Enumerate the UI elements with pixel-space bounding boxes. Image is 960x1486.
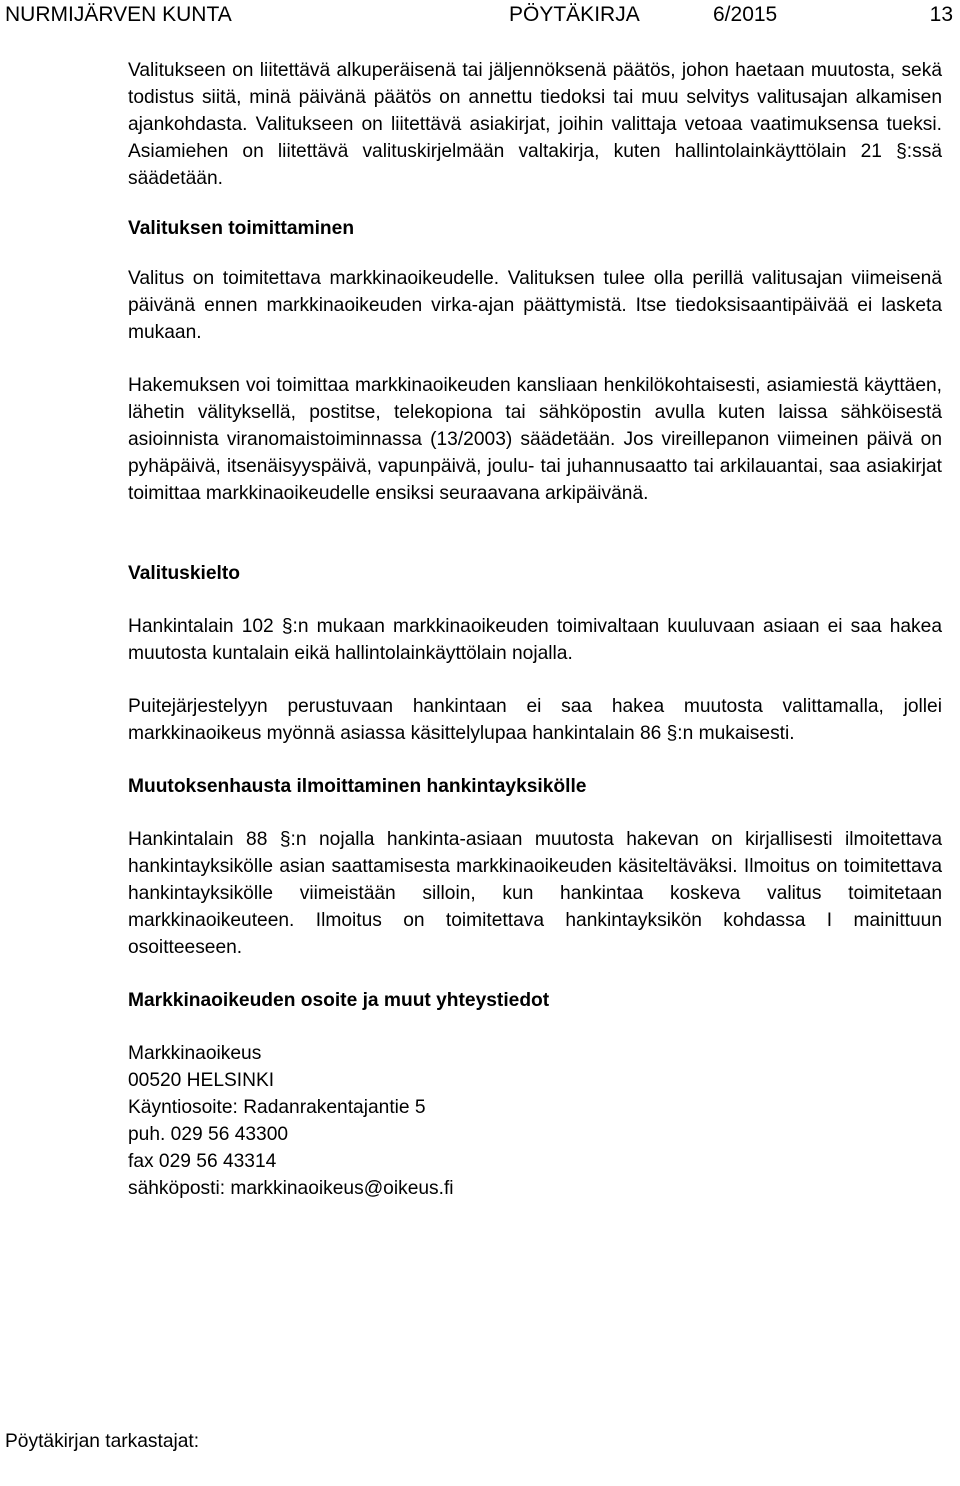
address-phone: puh. 029 56 43300 — [128, 1124, 289, 1145]
paragraph-appeal-ban: Hankintalain 102 §:n mukaan markkinaoikeuden toimivaltaan kuuluvaan asiaan ei saa hakea muutosta kuntalain eikä hallintolainkäyttölain nojalla. — [128, 616, 942, 664]
address-email: sähköposti: markkinaoikeus@oikeus.fi — [128, 1178, 454, 1199]
page-header — [5, 2, 953, 28]
page-number: 13 — [929, 3, 953, 26]
paragraph-attachments: Valitukseen on liitettävä alkuperäisenä tai jäljennöksenä päätös, johon haetaan muutosta, sekä todistus siitä, minä päivänä päätös on annettu tiedoksi tai muu selvitys valitusajan alkamisen ajankohdasta. Valitukseen on liitettävä asiakirjat, joihin valittaja vetoaa vaatimuksensa tueksi. Asiamiehen on liitettävä valituskirjelmään valtakirja, kuten hallintolainkäyttölain 21 §:ssä säädetään. — [128, 60, 942, 189]
contact-address — [128, 1040, 942, 1202]
document-number: 6/2015 — [713, 3, 778, 26]
heading-valituksen-toimittaminen: Valituksen toimittaminen — [128, 218, 355, 239]
address-fax: fax 029 56 43314 — [128, 1151, 277, 1172]
document-body — [128, 57, 942, 1202]
document-type: PÖYTÄKIRJA — [509, 3, 640, 26]
paragraph-framework-agreement: Puitejärjestelyyn perustuvaan hankintaan ei saa hakea muutosta valittamalla, jollei markkinaoikeus myönnä asiassa käsittelylupaa hankintalain 86 §:n mukaisesti. — [128, 696, 942, 744]
paragraph-notification: Hankintalain 88 §:n nojalla hankinta-asiaan muutosta hakevan on kirjallisesti ilmoitettava hankintayksikölle asian saattamisesta markkinaoikeuden käsiteltäväksi. Ilmoitus on toimitettava hankintayksikölle viimeistään silloin, kun hankintaa koskeva valitus toimitetaan markkinaoikeuteen. Ilmoitus on toimitettava hankintayksikön kohdassa I mainittuun osoitteeseen. — [128, 829, 942, 958]
address-name: Markkinaoikeus — [128, 1043, 262, 1064]
heading-muutoksenhausta-ilmoittaminen: Muutoksenhausta ilmoittaminen hankintayksikölle — [128, 776, 587, 797]
paragraph-submission-methods: Hakemuksen voi toimittaa markkinaoikeuden kansliaan henkilökohtaisesti, asiamiestä käyttäen, lähetin välityksellä, postitse, telekopiona tai sähköpostin avulla kuten laissa sähköisestä asioinnista viranomaistoiminnassa (13/2003) säädetään. Jos vireillepanon viimeinen päivä on pyhäpäivä, itsenäisyyspäivä, vapunpäivä, joulu- tai juhannusaatto tai arkilauantai, saa asiakirjat toimittaa markkinaoikeudelle ensiksi seuraavana arkipäivänä. — [128, 375, 942, 504]
paragraph-delivery: Valitus on toimitettava markkinaoikeudelle. Valituksen tulee olla perillä valitusajan viimeisenä päivänä ennen markkinaoikeuden virka-ajan päättymistä. Itse tiedoksisaantipäivää ei lasketa mukaan. — [128, 268, 942, 343]
address-postal: 00520 HELSINKI — [128, 1070, 275, 1091]
heading-markkinaoikeuden-osoite: Markkinaoikeuden osoite ja muut yhteystiedot — [128, 990, 550, 1011]
organization-name: NURMIJÄRVEN KUNTA — [5, 3, 232, 26]
address-visiting: Käyntiosoite: Radanrakentajantie 5 — [128, 1097, 426, 1118]
heading-valituskielto: Valituskielto — [128, 563, 240, 584]
footer-reviewers-label: Pöytäkirjan tarkastajat: — [5, 1431, 200, 1452]
